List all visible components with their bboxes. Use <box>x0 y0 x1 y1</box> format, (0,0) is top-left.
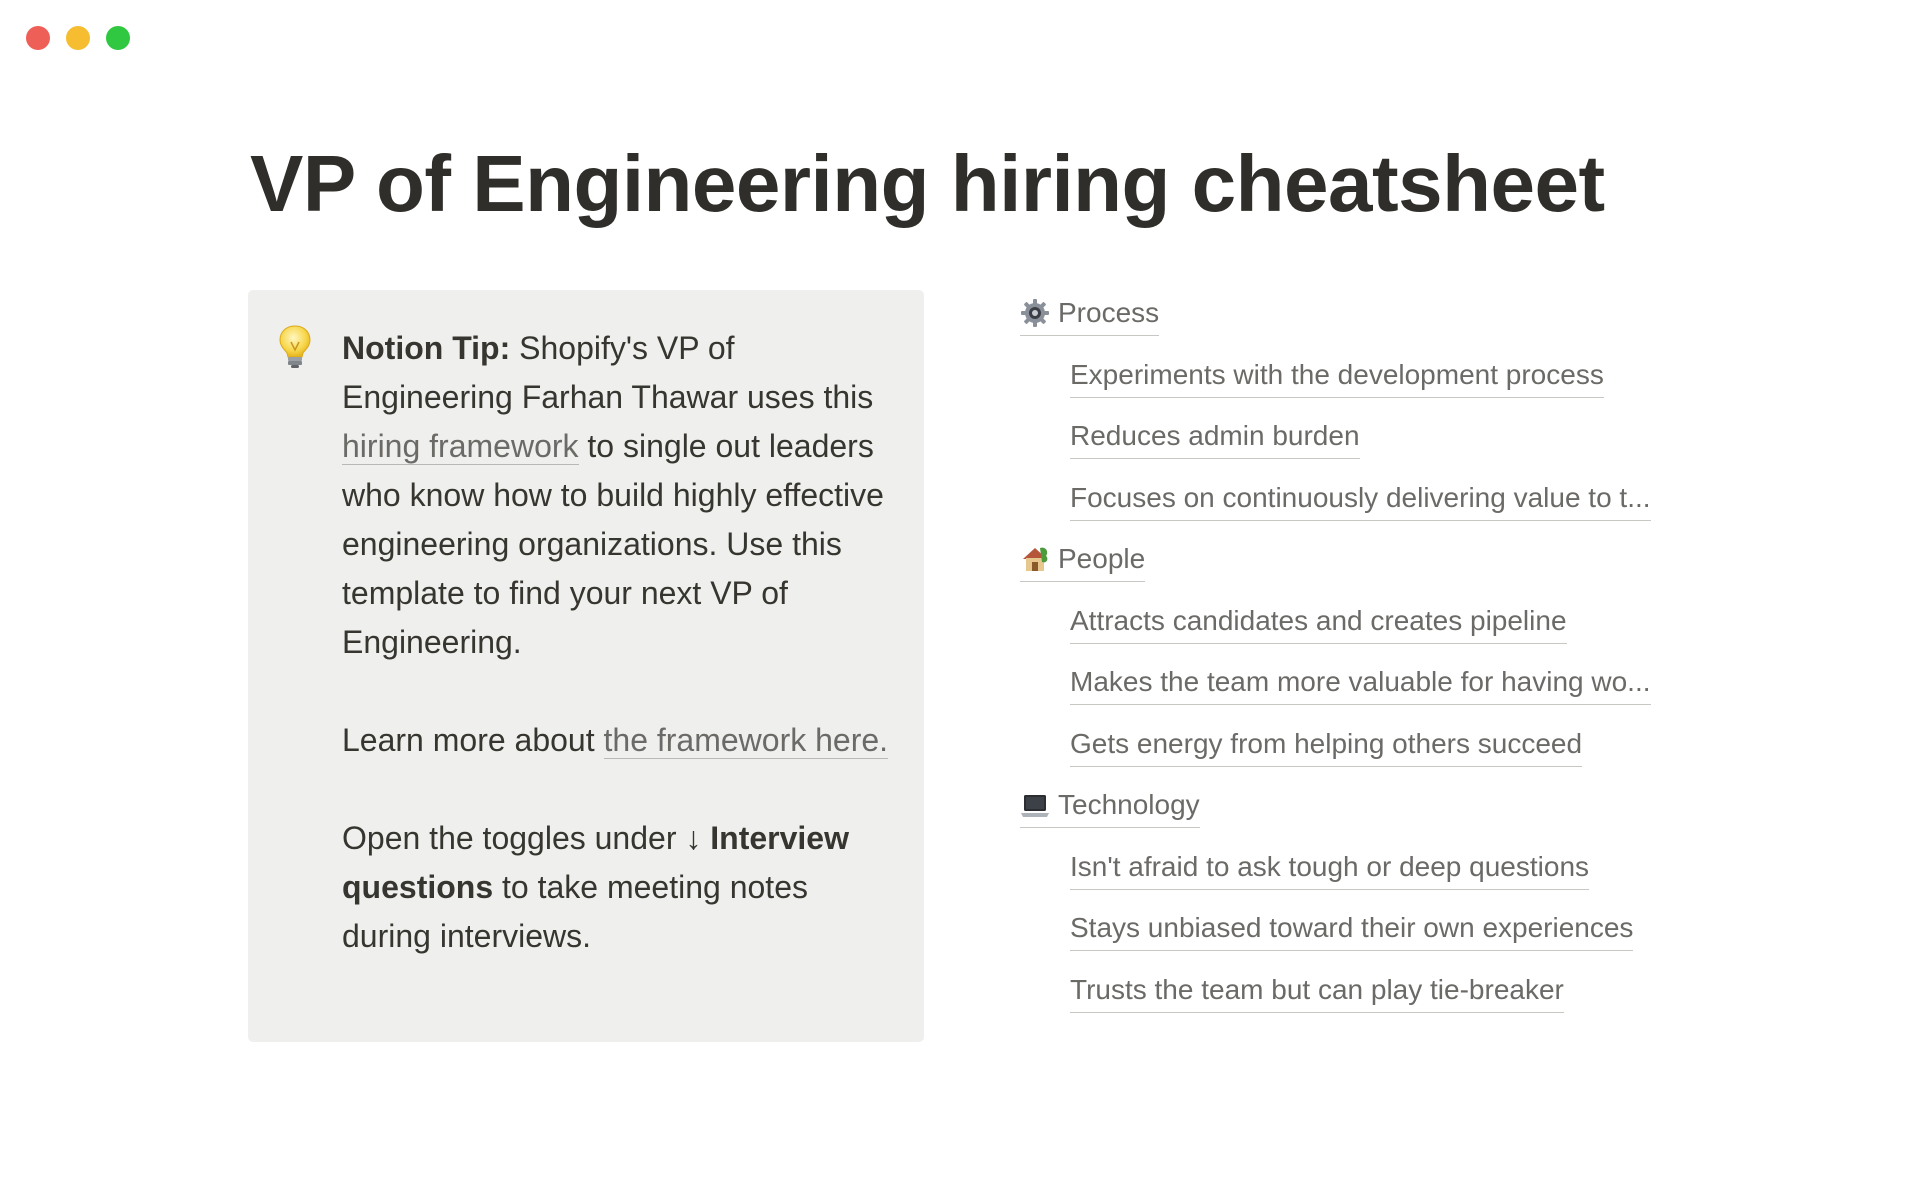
toc-link-technology[interactable] <box>1020 787 1200 828</box>
notion-tip-callout <box>248 290 924 1042</box>
hiring-framework-link[interactable]: hiring framework <box>342 428 579 464</box>
toc-item[interactable] <box>1020 480 1720 542</box>
toc-link-experiments[interactable]: Experiments with the development process <box>1070 357 1604 398</box>
minimize-button[interactable] <box>66 26 90 50</box>
toc-item[interactable] <box>1020 849 1720 911</box>
toc-item[interactable] <box>1020 603 1720 665</box>
toc-link-attracts-candidates[interactable]: Attracts candidates and creates pipeline <box>1070 603 1567 644</box>
toc-item[interactable] <box>1020 972 1720 1034</box>
toc-link-team-more-valuable[interactable]: Makes the team more valuable for having wo... <box>1070 664 1651 705</box>
toc-item[interactable] <box>1020 357 1720 419</box>
framework-link[interactable]: the framework here. <box>603 722 889 758</box>
close-button[interactable] <box>26 26 50 50</box>
page-title: VP of Engineering hiring cheatsheet <box>250 139 1605 228</box>
toc-heading-technology[interactable] <box>1020 787 1720 849</box>
tip-label: Notion Tip: <box>342 330 511 366</box>
toc-link-helping-others[interactable]: Gets energy from helping others succeed <box>1070 726 1582 767</box>
learn-more-text: Learn more about <box>342 722 604 758</box>
toc-link-unbiased[interactable]: Stays unbiased toward their own experiences <box>1070 910 1633 951</box>
toggles-text-continued: to take meeting notes during interviews. <box>342 869 808 954</box>
interview-questions-reference: ↓ Interview questions <box>342 820 849 905</box>
tip-text: Shopify's VP of Engineering Farhan Thawar uses this <box>342 330 874 415</box>
toc-label-people: People <box>1058 543 1146 574</box>
toc-link-tough-questions[interactable]: Isn't afraid to ask tough or deep questions <box>1070 849 1589 890</box>
table-of-contents <box>1020 295 1720 1033</box>
toc-link-people[interactable] <box>1020 541 1145 582</box>
house-icon <box>1020 544 1050 574</box>
window-controls <box>26 26 130 50</box>
toc-item[interactable] <box>1020 418 1720 480</box>
callout-text <box>342 324 898 961</box>
tip-text-continued: to single out leaders who know how to build highly effective engineering organizations. Use this template to find your next VP of Engineering. <box>342 428 884 660</box>
toc-label-process: Process <box>1058 297 1160 328</box>
toc-heading-process[interactable] <box>1020 295 1720 357</box>
laptop-icon <box>1020 790 1050 820</box>
toc-item[interactable] <box>1020 910 1720 972</box>
callout-paragraph-toggles <box>342 814 898 961</box>
gear-icon <box>1020 298 1050 328</box>
callout-paragraph-tip <box>342 324 898 667</box>
toc-link-delivering-value[interactable]: Focuses on continuously delivering value to t... <box>1070 480 1651 521</box>
toggles-text: Open the toggles under <box>342 820 686 856</box>
toc-link-process[interactable] <box>1020 295 1159 336</box>
toc-label-technology: Technology <box>1058 789 1200 820</box>
toc-link-tie-breaker[interactable]: Trusts the team but can play tie-breaker <box>1070 972 1564 1013</box>
toc-link-admin-burden[interactable]: Reduces admin burden <box>1070 418 1360 459</box>
toc-heading-people[interactable] <box>1020 541 1720 603</box>
callout-paragraph-learn-more <box>342 716 898 765</box>
lightbulb-icon <box>278 324 312 370</box>
toc-item[interactable] <box>1020 726 1720 788</box>
toc-item[interactable] <box>1020 664 1720 726</box>
zoom-button[interactable] <box>106 26 130 50</box>
